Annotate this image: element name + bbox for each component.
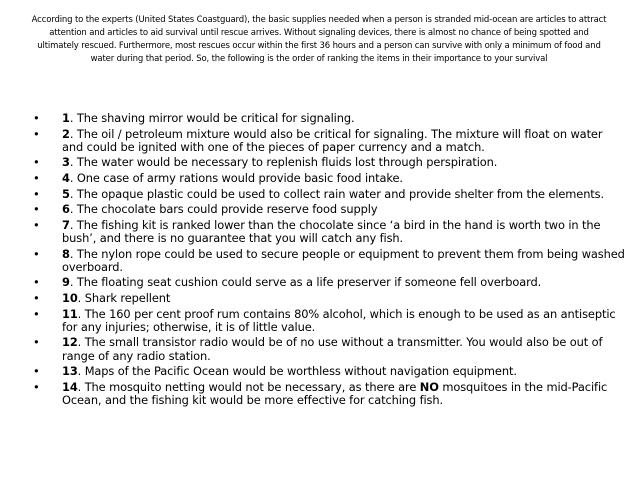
item-text: . The fishing kit is ranked lower than the chocolate since ‘a bird in the hand is worth two in the bush’, and there is no guarantee that you will catch any fish.	[62, 217, 601, 245]
list-item	[30, 128, 626, 154]
list-item	[30, 381, 626, 407]
item-number: 10	[62, 290, 78, 305]
item-text: . Shark repellent	[77, 290, 171, 305]
item-text: . The small transistor radio would be of no use without a transmitter. You would also be out of range of any radio station.	[62, 335, 603, 363]
bullet: •	[33, 306, 40, 321]
bullet: •	[33, 246, 40, 261]
item-number: 9	[62, 275, 70, 290]
bullet: •	[33, 155, 40, 170]
bullet: •	[33, 111, 40, 125]
bullet: •	[33, 186, 40, 201]
item-number: 7	[62, 217, 70, 232]
item-text: . The mosquito netting would not be necessary, as there are	[77, 379, 420, 394]
bullet: •	[33, 202, 40, 217]
list-item	[30, 172, 626, 185]
list-item	[30, 188, 626, 201]
item-number: 4	[62, 170, 70, 185]
item-text: mosquitoes in the mid-Pacific Ocean, and the fishing kit would be more effective for catching fish.	[62, 379, 608, 407]
list-item	[30, 276, 626, 289]
list-item	[30, 203, 626, 216]
item-text: . The opaque plastic could be used to collect rain water and provide shelter from the elements.	[69, 186, 605, 201]
bullet: •	[33, 364, 40, 379]
list-item	[30, 248, 626, 274]
ranking-list	[30, 112, 626, 410]
item-text: . The shaving mirror would be critical for signaling.	[69, 111, 355, 125]
list-item	[30, 292, 626, 305]
list-item	[30, 112, 626, 125]
item-number: 3	[62, 155, 70, 170]
item-number: 12	[62, 335, 78, 350]
list-item	[30, 308, 626, 334]
bullet: •	[33, 290, 40, 305]
item-number: 1	[62, 111, 70, 125]
list-item	[30, 156, 626, 169]
item-number: 5	[62, 186, 70, 201]
item-number: 11	[62, 306, 78, 321]
item-number: 8	[62, 246, 70, 261]
list-item	[30, 336, 626, 362]
list-item	[30, 365, 626, 378]
list-item	[30, 219, 626, 245]
bullet: •	[33, 126, 40, 141]
item-number: 2	[62, 126, 70, 141]
item-number: 13	[62, 364, 78, 379]
item-text: . The water would be necessary to replenish fluids lost through perspiration.	[69, 155, 498, 170]
item-number: 14	[62, 379, 78, 394]
bullet: •	[33, 275, 40, 290]
item-text: . One case of army rations would provide basic food intake.	[69, 170, 403, 185]
bullet: •	[33, 379, 40, 394]
item-text: . The oil / petroleum mixture would also be critical for signaling. The mixture will float on water and could be ignited with one of the pieces of paper currency and a match.	[62, 126, 603, 154]
item-emphasis: NO	[419, 379, 439, 394]
item-text: . Maps of the Pacific Ocean would be worthless without navigation equipment.	[77, 364, 517, 379]
item-text: . The chocolate bars could provide reserve food supply	[69, 202, 378, 217]
item-text: . The nylon rope could be used to secure people or equipment to prevent them from being washed overboard.	[62, 246, 625, 274]
bullet: •	[33, 335, 40, 350]
intro-paragraph: According to the experts (United States Coastguard), the basic supplies needed when a person is stranded mid-ocean are articles to attract attention and articles to aid survival until rescue arrives. Without signaling devices, there is almost no chance of being spotted and ultimately rescued. Furthermore, most rescues occur within the first 36 hours and a person can survive with only a minimum of food and water during that period. So, the following is the order of ranking the items in their importance to your survival	[31, 15, 607, 64]
item-text: . The floating seat cushion could serve as a life preserver if someone fell overboard.	[69, 275, 542, 290]
item-text: . The 160 per cent proof rum contains 80% alcohol, which is enough to be used as an antiseptic for any injuries; otherwise, it is of little value.	[62, 306, 616, 334]
item-number: 6	[62, 202, 70, 217]
bullet: •	[33, 170, 40, 185]
bullet: •	[33, 217, 40, 232]
